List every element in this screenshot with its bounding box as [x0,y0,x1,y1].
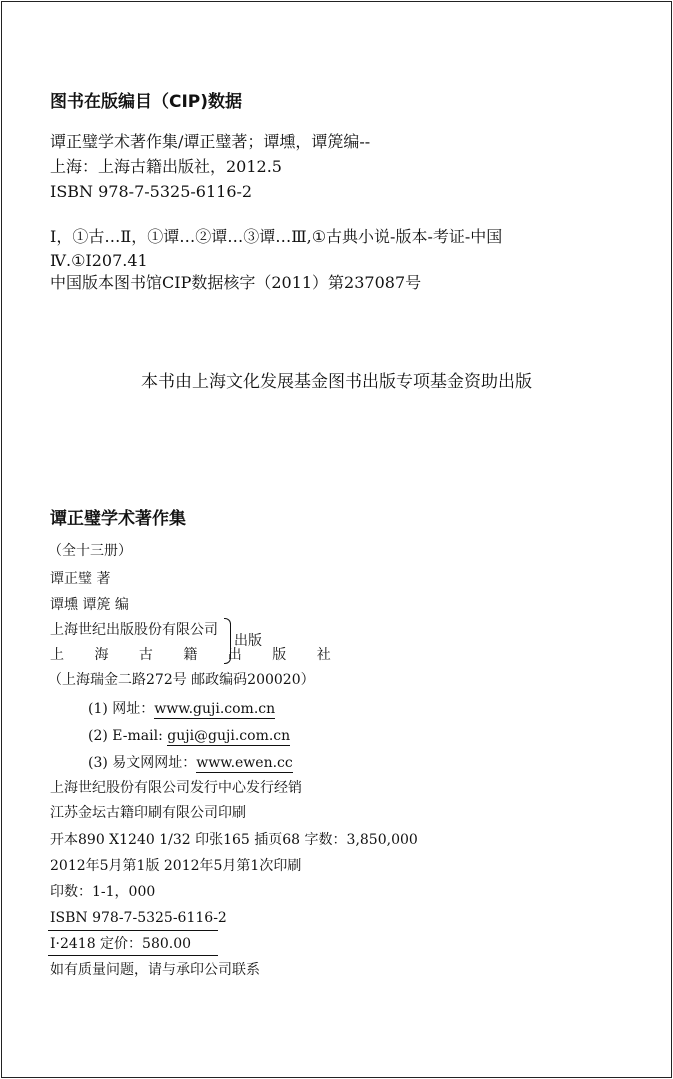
publisher-house: 上 海 古 籍 出 版 社 [50,647,344,663]
isbn-line: ISBN 978-7-5325-6116-2 [50,910,227,926]
price-line: Ⅰ·2418 定价：580.00 [50,936,192,952]
cip-title-line: 谭正璧学术著作集/谭正璧著；谭壎，谭箎编-- [50,132,371,151]
quality-notice: 如有质量问题，请与承印公司联系 [50,962,260,978]
price-underline [48,955,218,956]
print-run-line: 印数：1-1，000 [50,884,156,900]
email-link[interactable]: guji@guji.com.cn [167,728,291,744]
publish-label: 出版 [234,633,262,649]
ewen-row [88,754,293,772]
address-line: （上海瑞金二路272号 邮政编码200020） [48,672,315,688]
format-line: 开本890 X1240 1/32 印张165 插页68 字数：3,850,000 [50,832,418,848]
distributor-line: 上海世纪股份有限公司发行中心发行经销 [50,780,302,796]
cip-subject-line: Ⅰ，①古…Ⅱ，①谭…②谭…③谭…Ⅲ,①古典小说-版本-考证-中国 [50,227,503,246]
cip-record-number: 中国版本图书馆CIP数据核字（2011）第237087号 [50,273,422,292]
cip-heading: 图书在版编目（CIP)数据 [50,92,243,112]
email-row [88,727,290,745]
email-label: (2) E-mail: [88,728,168,744]
website-row [88,700,275,718]
cip-classification-line: Ⅳ.①Ⅰ207.41 [50,251,148,270]
cip-isbn-line: ISBN 978-7-5325-6116-2 [50,182,253,201]
book-title: 谭正璧学术著作集 [50,509,186,529]
cip-publisher-line: 上海：上海古籍出版社，2012.5 [50,157,282,176]
isbn-underline [48,930,218,931]
editors-line: 谭壎 谭箎 编 [50,597,129,613]
ewen-link[interactable]: www.ewen.cc [196,755,293,771]
printer-line: 江苏金坛古籍印刷有限公司印刷 [50,805,246,821]
publisher-company: 上海世纪出版股份有限公司 [50,622,218,638]
author-line: 谭正璧 著 [50,571,111,587]
website-link[interactable]: www.guji.com.cn [154,701,276,717]
volume-count: （全十三册） [48,543,132,559]
edition-line: 2012年5月第1版 2012年5月第1次印刷 [50,858,302,874]
publisher-brace [224,618,231,664]
sponsor-note: 本书由上海文化发展基金图书出版专项基金资助出版 [141,372,532,392]
website-label: (1) 网址： [88,701,155,717]
ewen-label: (3) 易文网网址： [88,755,197,771]
